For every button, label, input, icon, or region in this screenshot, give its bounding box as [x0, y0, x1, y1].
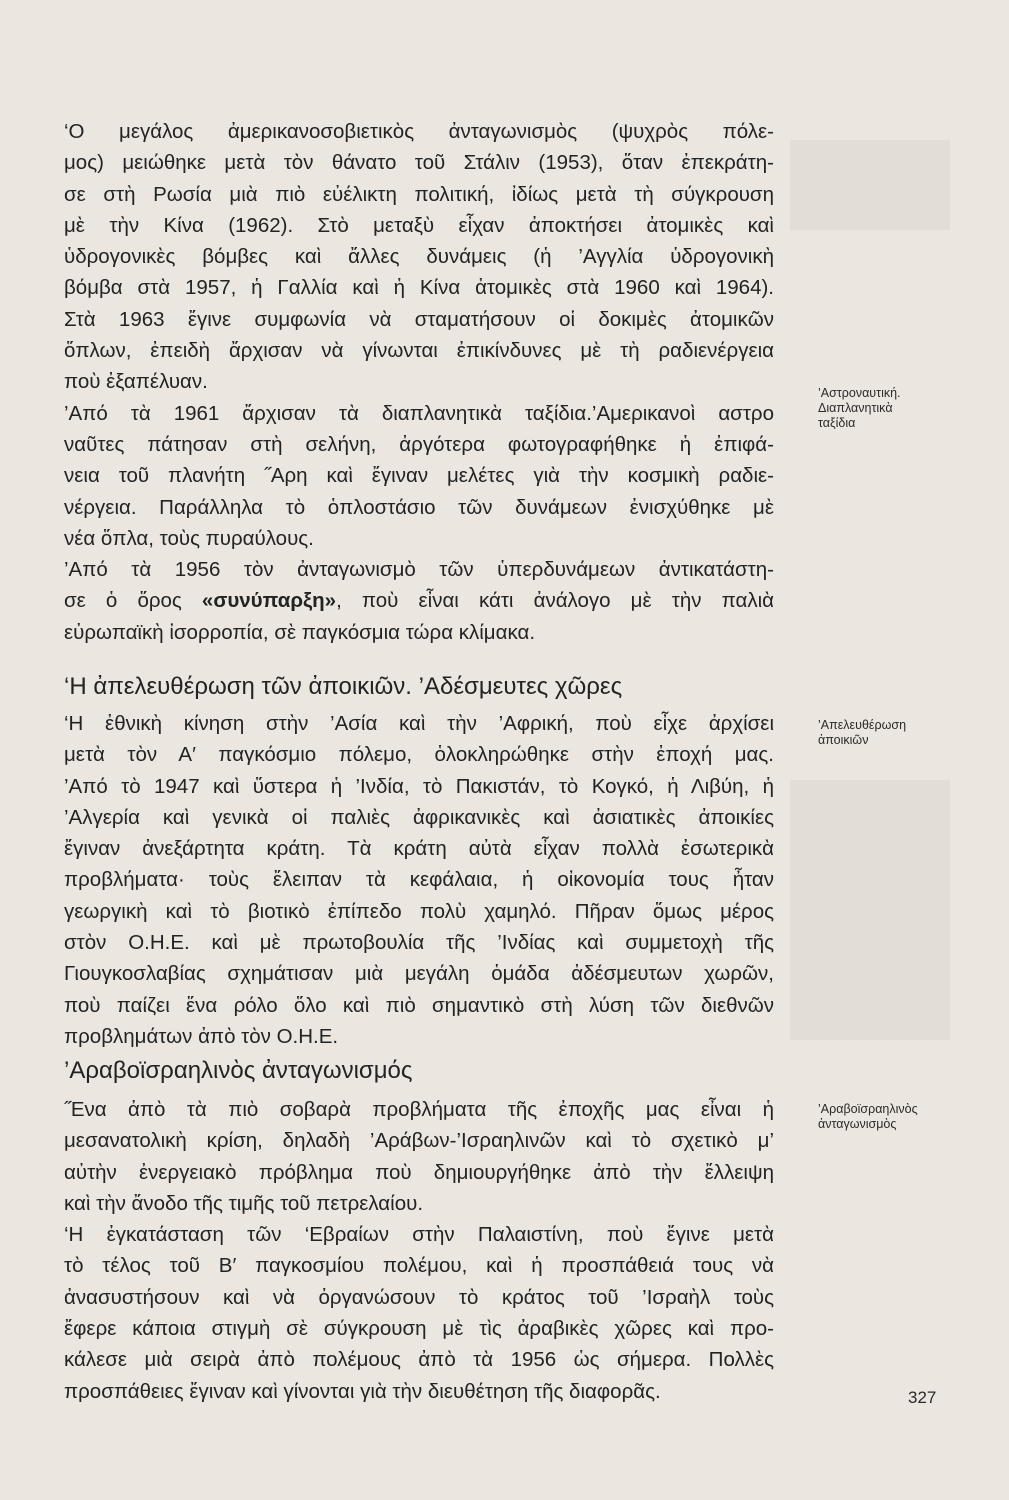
text-line: ‘Η ἐγκατάσταση τῶν ‘Εβραίων στὴν Παλαιστίνη, ποὺ ἔγινε μετὰ	[64, 1223, 774, 1247]
paragraph-cold-war	[64, 116, 774, 398]
text-line: καὶ τὴν ἄνοδο τῆς τιμῆς τοῦ πετρελαίου.	[64, 1191, 424, 1215]
text-line: μὲ τὴν Κίνα (1962). Στὸ μεταξὺ εἶχαν ἀποκτήσει ἀτομικὲς καὶ	[64, 213, 774, 237]
bold-term-coexistence: «συνύπαρξη»	[201, 589, 337, 613]
text-line: ˝Ενα ἀπὸ τὰ πιὸ σοβαρὰ προβλήματα τῆς ἐποχῆς μας εἶναι ἡ	[64, 1098, 774, 1121]
text-line: μος) μειώθηκε μετὰ τὸν θάνατο τοῦ Στάλιν (1953), ὅταν ἐπεκράτη-	[64, 151, 774, 175]
text-line: εὐρωπαϊκὴ ἰσορροπία, σὲ παγκόσμια τώρα κλίμακα.	[64, 620, 536, 644]
text-line: αὐτὴν ἐνεργειακὸ πρόβλημα ποὺ δημιουργήθηκε ἀπὸ τὴν ἔλλειψη	[64, 1160, 774, 1184]
text-line: ποὺ παίζει ἕνα ρόλο ὅλο καὶ πιὸ σημαντικὸ στὴ λύση τῶν διεθνῶν	[64, 993, 774, 1017]
text-line: ’Αστροναυτική.	[818, 386, 901, 400]
paragraph-space-travel	[64, 398, 774, 554]
text-line: νεια τοῦ πλανήτη ˝Αρη καὶ ἔγιναν μελέτες γιὰ τὴν κοσμικὴ ραδιε-	[64, 464, 774, 488]
text-line: σε στὴ Ρωσία μιὰ πιὸ εὐέλικτη πολιτική, ἰδίως μετὰ τὴ σύγκρουση	[64, 182, 774, 206]
text-line: ’Απελευθέρωση	[818, 718, 907, 732]
text-line: τὸ τέλος τοῦ Β′ παγκοσμίου πολέμου, καὶ ἡ προσπάθειά τους νὰ	[64, 1254, 774, 1278]
text-line: ναῦτες πάτησαν στὴ σελήνη, ἀργότερα φωτογραφήθηκε ἡ ἐπιφά-	[64, 432, 774, 456]
text-line: νέργεια. Παράλληλα τὸ ὁπλοστάσιο τῶν δυνάμεων ἐνισχύθηκε μὲ	[64, 495, 774, 519]
paragraph-middle-east-crisis	[64, 1094, 774, 1219]
text-line: ‘Η ἐθνικὴ κίνηση στὴν ’Ασία καὶ τὴν ’Αφρική, ποὺ εἶχε ἀρχίσει	[64, 712, 774, 735]
text-line: νέα ὅπλα, τοὺς πυραύλους.	[64, 526, 314, 550]
text-run: , ποὺ εἶναι κάτι ἀνάλογο μὲ τὴν παλιὰ	[336, 589, 774, 613]
margin-note-decolonization	[818, 718, 978, 748]
show-through-shade-top	[790, 140, 950, 230]
margin-note-space	[818, 386, 978, 431]
margin-note-arab-israeli	[818, 1102, 978, 1132]
text-line: προσπάθειες ἔγιναν καὶ γίνονται γιὰ τὴν διευθέτηση τῆς διαφορᾶς.	[64, 1379, 661, 1403]
text-line: ποὺ ἐξαπέλυαν.	[64, 370, 208, 394]
text-line	[64, 585, 774, 616]
text-line: ἀνταγωνισμὸς	[818, 1117, 897, 1131]
text-line: μετὰ τὸν Α′ παγκόσμιο πόλεμο, ὁλοκληρώθηκε στὴν ἐποχή μας.	[64, 743, 774, 767]
text-line: ’Από τὰ 1961 ἄρχισαν τὰ διαπλανητικὰ ταξίδια.’Αμερικανοὶ αστρο	[64, 401, 774, 425]
text-line: ’Από τὰ 1956 τὸν ἀνταγωνισμὸ τῶν ὑπερδυνάμεων ἀντικατάστη-	[64, 558, 774, 582]
text-line: Στὰ 1963 ἔγινε συμφωνία νὰ σταματήσουν οἱ δοκιμὲς ἀτομικῶν	[64, 307, 774, 331]
text-line: προβλήματα· τοὺς ἔλειπαν τὰ κεφάλαια, ἡ οἰκονομία τους ἦταν	[64, 868, 774, 892]
text-run: σε ὁ ὅρος	[64, 589, 202, 613]
paragraph-decolonization	[64, 708, 774, 1052]
text-line: προβλημάτων ἀπὸ τὸν Ο.Η.Ε.	[64, 1024, 339, 1048]
section-cold-war	[64, 116, 774, 648]
text-line: κάλεσε μιὰ σειρὰ ἀπὸ πολέμους ἀπὸ τὰ 1956 ὡς σήμερα. Πολλὲς	[64, 1348, 774, 1372]
paragraph-coexistence	[64, 554, 774, 648]
text-line: ὑδρογονικὲς βόμβες καὶ ἄλλες δυνάμεις (ἡ ’Αγγλία ὑδρογονικὴ	[64, 245, 774, 269]
text-line: γεωργικὴ καὶ τὸ βιοτικὸ ἐπίπεδο πολὺ χαμηλό. Πῆραν ὅμως μέρος	[64, 899, 774, 923]
text-line: βόμβα στὰ 1957, ἡ Γαλλία καὶ ἡ Κίνα ἀτομικὲς στὰ 1960 καὶ 1964).	[64, 276, 774, 300]
heading-decolonization: ‘Η ἀπελευθέρωση τῶν ἀποικιῶν. ’Αδέσμευτες χῶρες	[64, 673, 623, 700]
show-through-shade-mid	[790, 780, 950, 1040]
text-line: ταξίδια	[818, 416, 856, 430]
section-decolonization	[64, 672, 774, 1052]
text-line: ’Αραβοϊσραηλινὸς	[818, 1102, 918, 1116]
text-line: μεσανατολικὴ κρίση, δηλαδὴ ’Αράβων-’Ισραηλινῶν καὶ τὸ σχετικὸ μ’	[64, 1129, 774, 1153]
text-line: Γιουγκοσλαβίας σχημάτισαν μιὰ μεγάλη ὁμάδα ἀδέσμευτων χωρῶν,	[64, 962, 774, 986]
text-line: ἀποικιῶν	[818, 733, 869, 747]
text-line: στὸν Ο.Η.Ε. καὶ μὲ πρωτοβουλία τῆς ’Ινδίας καὶ συμμετοχὴ τῆς	[64, 931, 774, 955]
text-line: ’Από τὸ 1947 καὶ ὕστερα ἡ ’Ινδία, τὸ Πακιστάν, τὸ Κογκό, ἡ Λιβύη, ἡ	[64, 774, 774, 798]
heading-arab-israeli: ’Αραβοϊσραηλινὸς ἀνταγωνισμός	[64, 1057, 413, 1084]
page-number: 327	[908, 1388, 937, 1407]
text-line: ’Αλγερία καὶ γενικὰ οἱ παλιὲς ἀφρικανικὲς καὶ ἀσιατικὲς ἀποικίες	[64, 805, 774, 829]
text-line: ὅπλων, ἐπειδὴ ἄρχισαν νὰ γίνωνται ἐπικίνδυνες μὲ τὴ ραδιενέργεια	[64, 339, 774, 363]
paragraph-israel	[64, 1219, 774, 1407]
section-arab-israeli	[64, 1056, 774, 1407]
text-line: ‘Ο μεγάλος ἀμερικανοσοβιετικὸς ἀνταγωνισμὸς (ψυχρὸς πόλε-	[64, 120, 774, 143]
text-line: Διαπλανητικὰ	[818, 401, 893, 415]
text-line: ἀνασυστήσουν καὶ νὰ ὀργανώσουν τὸ κράτος τοῦ ’Ισραὴλ τοὺς	[64, 1285, 774, 1309]
text-line: ἔγιναν ἀνεξάρτητα κράτη. Τὰ κράτη αὐτὰ εἶχαν πολλὰ ἐσωτερικὰ	[64, 837, 774, 861]
text-line: ἔφερε κάποια στιγμὴ σὲ σύγκρουση μὲ τὶς ἀραβικὲς χῶρες καὶ προ-	[64, 1317, 774, 1341]
